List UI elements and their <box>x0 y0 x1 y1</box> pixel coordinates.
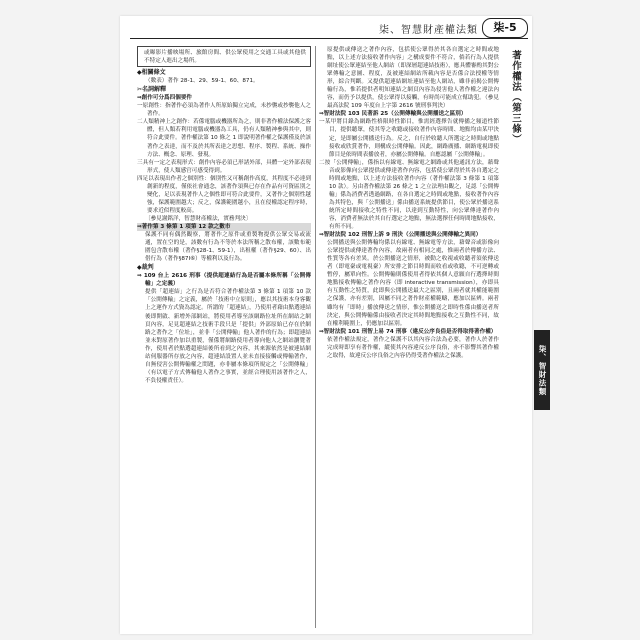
page-header <box>130 18 528 39</box>
judgments-heading: ◆裁判 <box>137 264 154 272</box>
case-text: 公開播送與公開傳輸均係以有線電、無線電等方法，藉聲音或影像向公眾提供或傳達著作內容，故兩者有相同之處，惟兩者於傳播方法、性質等各有差異。於公開播送之情形，被動之收視或收聽者須依傳送者（即電臺或電視臺）所安排之節目時間而收看或收聽，不可逆轉或暫停，屬單向性。公開傳輸則係使用者得依其個人意願自行選擇時間地點接收傳輸之著作內容（即 interactive transmission），亦即具有互動性之特質，此即與公開播送最大之區別，且兩者就其權能範圍之保護，亦有差別，因屬不同之著作財產權範疇，應加以區辨。兩者雖均有「即時」播放傳送之情形，惟公開播送之即時性係由播送者所決定，與公開傳輸係由接收者決定其時間地點接收之互動性不同，故在權利範圍上，仍應加以區別。 <box>327 240 499 327</box>
chapter-title: 柒、智慧財產權法類 <box>379 25 478 36</box>
glossary-item: 三具有一定之表現形式：創作內容必須已形諸外部，具體一定外部表現形式，使人類感官可感受得到。 <box>137 159 311 174</box>
glossary-item: 二人類精神上之創作：若係電腦或機器所為之，則非著作權法保護之客體，但人類若利用電腦或機器為工具，仍有人類精神參與其中，則符合此要件。著作權法第 10 條之 1 即說明著作權之保護僅及於該著作之表達，而不及於其所表達之思想、程序、製程、系統、操作方法、概念、原理、發現。 <box>137 119 311 158</box>
case-text: 提供「超連結」之行為是否符合著作權法第 3 條第 1 項第 10 款「公開傳輸」之定義，屬於「技術中立原則」，應以其技術本身客觀上之運作方式資為認定。所謂的「超連結」，乃使用者藉由點選連結後即開啟、新增外部網站，將使用者導至該網路位址所在網站之網頁內容，足見超連結之技術手段只是「提供」外部原始已存在於網路之著作之「位址」，並非「公開傳輸」他人著作的行為；即超連結並未對原著作加以重製，僅係將網路使用者導向他人之網站瀏覽著作，使用者於點選超連結後所看到之內容，其來源依然是被連結網站伺服器所存放之內容，超連結設置人並未直接接觸或傳輸著作，自無侵害公開傳輸權之問題，亦非屬本條項所規定之「公開傳輸」（有以電子方式傳輸他人著作之事實，並經合理使用該著作之人，不負侵權責任）。 <box>145 289 311 384</box>
right-column <box>319 46 499 360</box>
glossary-subheading: ⇒創作可分爲四個要件 <box>137 95 193 102</box>
glossary-item: 一原創性：指著作必須為著作人所原始獨立完成，未抄襲或抄襲他人之著作。 <box>137 103 311 118</box>
glossary-reference: 〔參見謝銘洋，智慧財產權法，實務判決〕 <box>145 215 252 222</box>
left-column <box>137 46 311 385</box>
related-articles-heading: ◆相關條文 <box>137 69 166 77</box>
case-title: ⇒智財法院 101 刑智上易 74 刑事（違反公序良俗是否得取得著作權） <box>319 328 497 335</box>
case-item: 一某甲將目錄為網路性格限時性節目，惟需經選擇告就傳播之頻道性節目，提供聽眾，使其等之收聽或接收著作內容時間、地點均由某甲決定，是即屬公開播送行為。反之，自行於收聽人所選定之時間或地點接收或欣賞著作，則構成公開傳輸。因此，網路廣播、網路電視即使節目是依時間表播放者，亦屬公開傳輸。自應認屬「公開傳輸」。 <box>319 119 499 158</box>
glossary-item: 四足以表現出作者之個別性：個別性又可稱創作高度，其程度不必達到創新的程度，僅依社會通念，該著作須與已存在作品有可資區別之變化，足以表現著作人之個性即可符合此要件，又著作之個別性越強，保護範圍越大；反之，保護範圍越小，且在侵權認定程序時，要求近似程度較高。 <box>137 175 311 214</box>
note-text: 保護不同有偶然觀察，將著作之原件或重製物提供公眾交易或流通，置在空的是，該數有行為不等於本法所稱之散布權，該數布範圍包含散布權（著作§28-1、59-1），出租權（著作§29、60）、出借行為（著作§87Ⅰ⑥）等權利以及行為。 <box>145 232 311 263</box>
case-title: ⇒智財法院 102 刑智上訴 9 刑決（公開播送與公開傳輸之異同） <box>319 232 482 239</box>
case-title: ⇒ 109 台上 2616 刑事（提供超連結行為是否屬本條所稱「公開傳輸」之定義） <box>137 273 311 288</box>
case-text-continued: 原提供或傳送之著作內容，包括使公眾得於其各自選定之時間或地點，以上述方法接收著作內容」之構成要件不符合，倘若行為人提供網址使公眾連結至他人網站（即深層超連結技術），應具體審酌其對公眾傳輸之意圖、程度，及被連結網站所載內容是否係合法授權等情形，綜合判斷。又提供超連結網址連結至他人網站，雖非前揭公開傳輸行為，惟若提供者明知連結之網頁內容為侵害他人著作權之違法內容，而仍予以提供，使公眾得以接觸，有時尚可能成立幫助犯。（參見最高法院 109 年度台上字第 2616 號刑事判決） <box>327 47 499 110</box>
page-code-badge: 柒-5 <box>482 18 528 38</box>
glossary-heading: ✂名詞解釋 <box>137 86 167 94</box>
side-title: 著作權法（第三條） <box>510 50 521 145</box>
section-tab[interactable]: 柒、智財法類 <box>534 330 550 410</box>
quoted-statute-box: 或曝影片播映場所、旅館房間、供公眾使用之交通工具或其他供不特定人進出之場所。 <box>137 46 311 67</box>
case-title: ⇒智財法院 103 民著訴 25（公開傳輸與公開播送之區別） <box>319 111 467 118</box>
case-item: 二按「公開傳輸」，係指以有線電、無線電之網路或其他通訊方法，藉聲音或影像向公眾提供或傳達著作內容，包括使公眾得於其各自選定之時間或地點，以上述方法接收著作內容（著作權法第 3 條第 1 項第 10 款）。另由著作權法第 26 條之 1 之立法理由觀之，足認「公開傳輸」係為消費者透過網路，在各自選定之時間或地點，接收著作內容為其特色，與「公開播送」係由播送系統提供節目，使公眾於播送系統所定時間接收之特性不同，以達到互動特性，向公眾傳達著作內容，消費者無法於其自行選定之地點，無法選擇任何時間地點接收，有所不同。 <box>319 159 499 231</box>
case-text: 依著作權法規定，著作之保護不以其內容合法為必要，著作人於著作完成時即享有著作權，縱使其內容違反公序良俗，亦不影響其著作權之取得，故違反公序良俗之內容仍得受著作權法之保護。 <box>327 336 499 359</box>
column-divider <box>315 46 316 628</box>
related-articles-text: （數表）著作 28-1、29、59-1、60、871。 <box>145 78 259 85</box>
note-title: ⇒著作第 3 條第 1 項第 12 款之數市 <box>137 223 311 231</box>
